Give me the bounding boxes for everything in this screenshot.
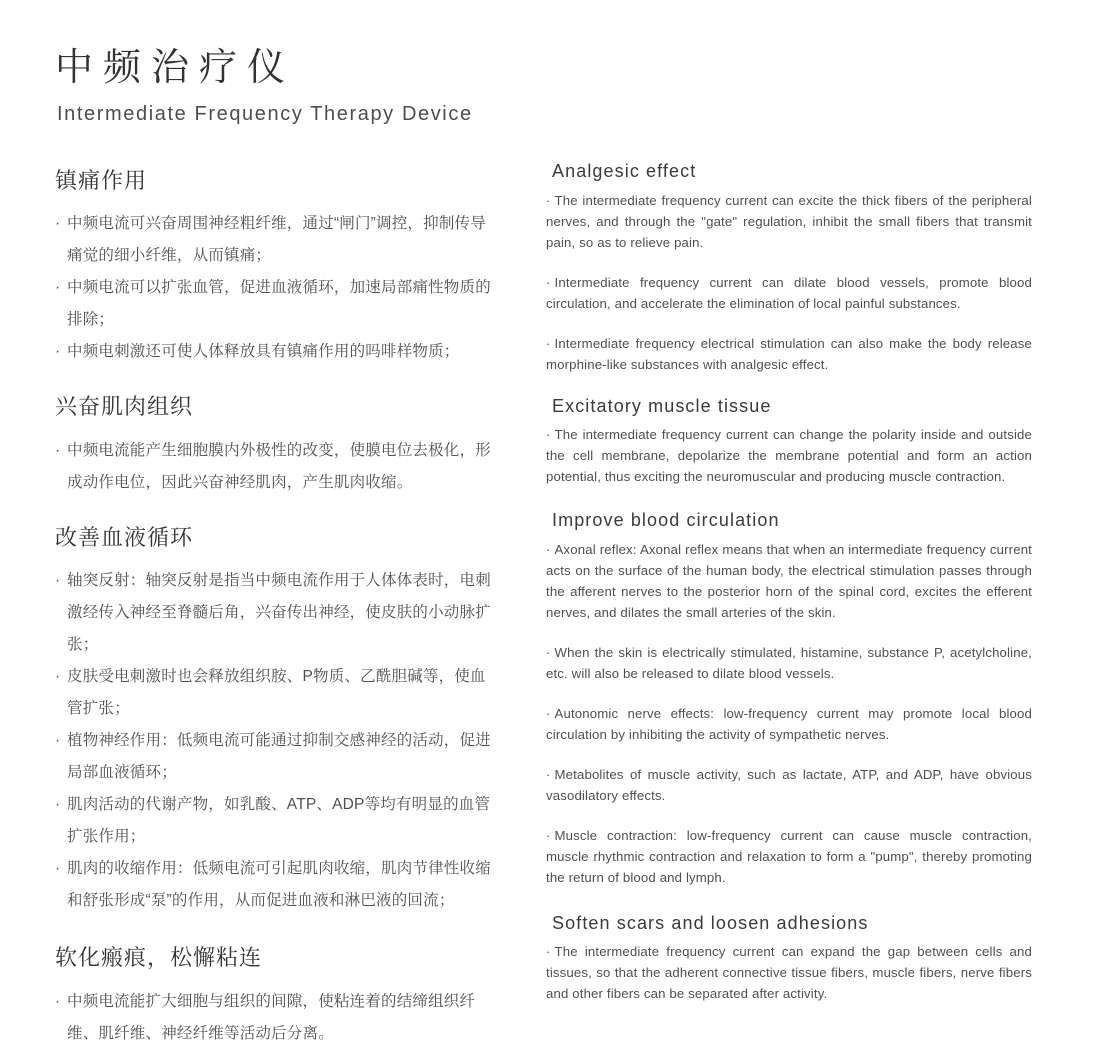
bullet-dot-icon: · — [55, 860, 61, 878]
list-item-text: 肌肉活动的代谢产物，如乳酸、ATP、ADP等均有明显的血管扩张作用； — [67, 796, 491, 846]
bullet-dot-icon: · — [55, 279, 61, 297]
section-heading-en: Excitatory muscle tissue — [552, 395, 772, 416]
list-item — [55, 853, 497, 917]
paragraph-list-en — [546, 539, 1032, 888]
list-item-text: 中频电流可兴奋周围神经粗纤维，通过“闸门”调控，抑制传导痛觉的细小纤维，从而镇痛； — [67, 215, 486, 265]
section-en-excitatory — [546, 395, 1032, 488]
list-item — [55, 435, 497, 499]
section-cn-analgesic — [55, 168, 497, 368]
bullet-dot-icon: · — [55, 572, 61, 590]
list-item-text: When the skin is electrically stimulated, histamine, substance P, acetylcholine, etc. will also be released to dilate blood vessels. — [546, 644, 1032, 681]
list-item — [546, 642, 1032, 684]
bullet-dot-icon: · — [55, 992, 61, 1010]
list-item-text: 中频电刺激还可使人体释放具有镇痛作用的吗啡样物质； — [67, 343, 460, 361]
list-item-text: Muscle contraction: low-frequency current can cause muscle contraction, muscle rhythmic contraction and relaxation to form a "pump", thereby promoting the return of blood and lymph. — [546, 827, 1032, 885]
list-item — [55, 208, 497, 272]
list-item-text: 中频电流能产生细胞膜内外极性的改变，使膜电位去极化，形成动作电位，因此兴奋神经肌肉，产生肌肉收缩。 — [67, 441, 491, 491]
list-item-text: 肌肉的收缩作用：低频电流可引起肌肉收缩，肌肉节律性收缩和舒张形成“泵”的作用，从而促进血液和淋巴液的回流； — [67, 860, 491, 910]
english-column — [546, 160, 1032, 1004]
bullet-dot-icon: · — [546, 644, 551, 660]
list-item-text: 皮肤受电刺激时也会释放组织胺、P物质、乙酰胆碱等，使血管扩张； — [67, 668, 486, 718]
bullet-list-cn — [55, 986, 497, 1050]
section-gap — [546, 487, 1032, 509]
list-item — [546, 272, 1032, 314]
list-item — [546, 190, 1032, 253]
bullet-dot-icon: · — [546, 274, 551, 290]
list-item — [55, 789, 497, 853]
section-heading-cn: 兴奋肌肉组织 — [55, 394, 194, 420]
list-item-text: Metabolites of muscle activity, such as lactate, ATP, and ADP, have obvious vasodilatory effects. — [546, 766, 1032, 803]
page-title-cn: 中频治疗仪 — [55, 47, 296, 89]
list-item — [55, 565, 497, 661]
section-en-scars — [546, 912, 1032, 1005]
list-item-text: Axonal reflex: Axonal reflex means that when an intermediate frequency current acts on the surface of the human body, the electrical stimulation passes through the afferent nerves to the posterior horn of the spinal cord, excites the efferent nerves, and dilates the small arteries of the skin. — [546, 541, 1032, 620]
paragraph-list-en — [546, 190, 1032, 375]
list-item-text: 轴突反射：轴突反射是指当中频电流作用于人体体表时，电刺激经传入神经至脊髓后角，兴奋传出神经，使皮肤的小动脉扩张； — [67, 572, 491, 654]
bullet-dot-icon: · — [546, 705, 551, 721]
chinese-column — [55, 168, 497, 1050]
section-cn-circulation — [55, 525, 497, 917]
section-cn-excitatory — [55, 394, 497, 498]
section-gap — [546, 375, 1032, 395]
list-item — [55, 272, 497, 336]
section-heading-cn: 镇痛作用 — [55, 168, 148, 193]
bullet-list-cn — [55, 565, 497, 917]
list-item — [55, 336, 497, 368]
bullet-dot-icon: · — [546, 827, 551, 843]
bullet-dot-icon: · — [55, 732, 61, 750]
section-en-analgesic — [546, 160, 1032, 375]
list-item-text: The intermediate frequency current can change the polarity inside and outside the cell membrane, depolarize the membrane potential and form an action potential, thus exciting the neuromuscular and producing muscle contraction. — [546, 427, 1032, 484]
list-item — [546, 825, 1032, 888]
list-item — [55, 661, 497, 725]
bullet-dot-icon: · — [55, 343, 61, 361]
section-heading-en: Analgesic effect — [552, 161, 697, 181]
bullet-dot-icon: · — [55, 215, 61, 233]
section-gap — [546, 888, 1032, 912]
bullet-dot-icon: · — [546, 335, 551, 351]
list-item — [546, 539, 1032, 623]
list-item-text: 中频电流能扩大细胞与组织的间隙，使粘连着的结缔组织纤维、肌纤维、神经纤维等活动后分离。 — [67, 992, 476, 1042]
section-en-circulation — [546, 509, 1032, 888]
bullet-dot-icon: · — [546, 192, 551, 208]
list-item — [546, 941, 1032, 1004]
paragraph-list-en — [546, 424, 1032, 487]
bullet-dot-icon: · — [546, 541, 551, 557]
bullet-dot-icon: · — [546, 766, 551, 782]
list-item-text: 中频电流可以扩张血管，促进血液循环，加速局部痛性物质的排除； — [67, 279, 491, 329]
paragraph-list-en — [546, 941, 1032, 1004]
list-item-text: Intermediate frequency current can dilate blood vessels, promote blood circulation, and accelerate the elimination of local painful substances. — [546, 274, 1032, 311]
section-gap — [55, 499, 497, 525]
bullet-dot-icon: · — [546, 427, 551, 442]
bullet-dot-icon: · — [546, 944, 551, 959]
section-heading-cn: 改善血液循环 — [55, 524, 194, 550]
list-item — [546, 424, 1032, 487]
list-item — [55, 986, 497, 1050]
list-item — [546, 764, 1032, 806]
bullet-dot-icon: · — [55, 441, 61, 459]
list-item-text: The intermediate frequency current can expand the gap between cells and tissues, so that the adherent connective tissue fibers, muscle fibers, nerve fibers and other fibers can be separated after activity. — [546, 944, 1032, 1001]
list-item-text: Autonomic nerve effects: low-frequency current may promote local blood circulation by inhibiting the activity of sympathetic nerves. — [546, 705, 1032, 742]
list-item — [546, 703, 1032, 745]
list-item-text: 植物神经作用：低频电流可能通过抑制交感神经的活动，促进局部血液循环； — [67, 732, 491, 782]
bullet-list-cn — [55, 208, 497, 368]
section-gap — [55, 917, 497, 945]
section-heading-cn: 软化瘢痕，松懈粘连 — [55, 945, 263, 971]
list-item — [546, 333, 1032, 375]
section-heading-en: Soften scars and loosen adhesions — [552, 912, 869, 933]
bullet-dot-icon: · — [55, 796, 61, 814]
list-item-text: The intermediate frequency current can excite the thick fibers of the peripheral nerves, and through the "gate" regulation, inhibit the small fibers that transmit pain, so as to relieve pain. — [546, 192, 1032, 250]
section-gap — [55, 368, 497, 394]
list-item — [55, 725, 497, 789]
page-subtitle-en: Intermediate Frequency Therapy Device — [57, 102, 473, 125]
section-cn-scars — [55, 945, 497, 1049]
list-item-text: Intermediate frequency electrical stimulation can also make the body release morphine-like substances with analgesic effect. — [546, 335, 1032, 372]
bullet-list-cn — [55, 435, 497, 499]
bullet-dot-icon: · — [55, 668, 61, 686]
section-heading-en: Improve blood circulation — [552, 510, 780, 530]
